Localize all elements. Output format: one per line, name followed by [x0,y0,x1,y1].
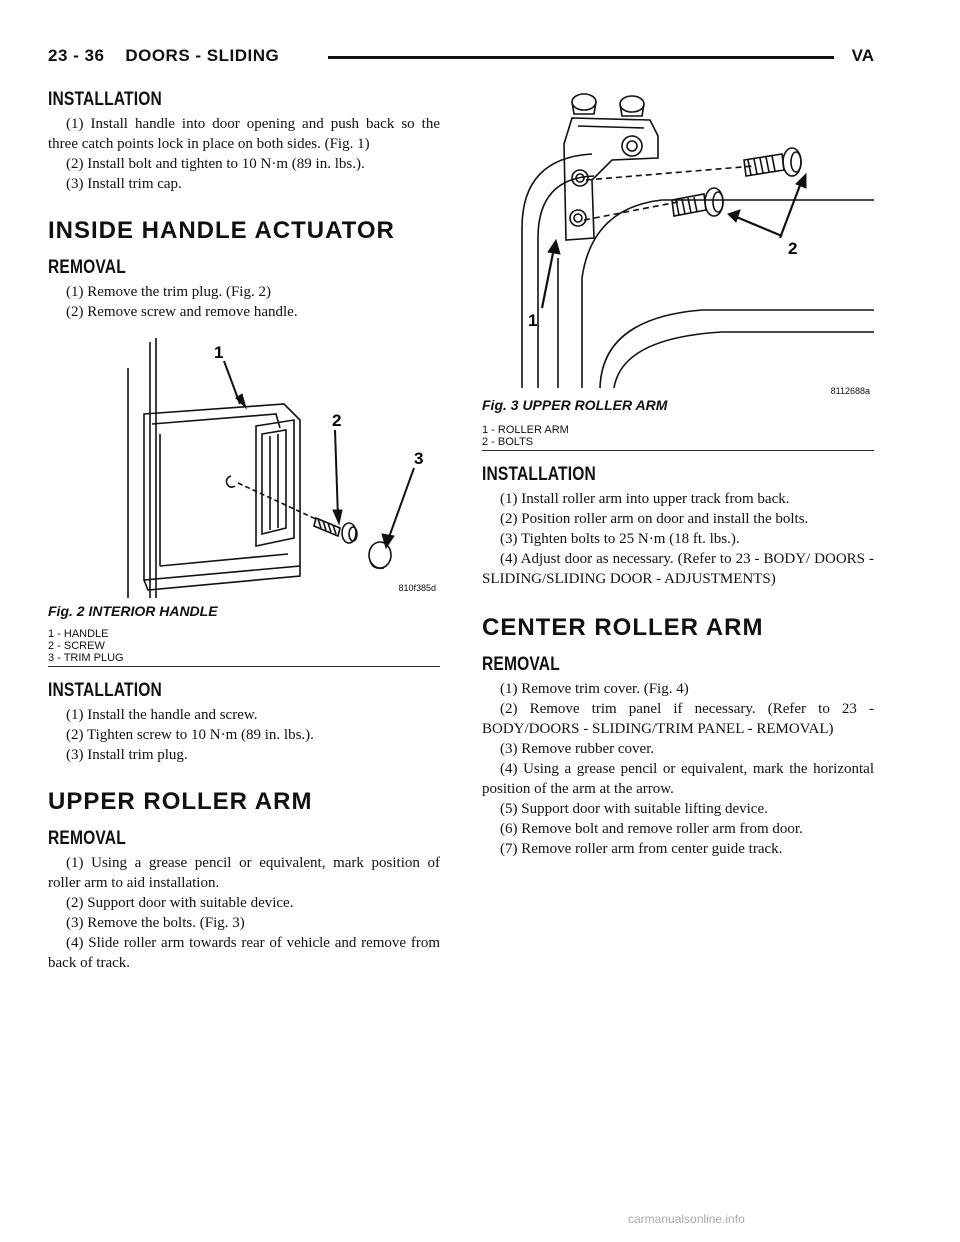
callout-1: 1 [214,343,224,362]
step: (2) Position roller arm on door and install the bolts. [500,511,809,527]
legend-item: 2 - BOLTS [482,436,534,448]
callout-2: 2 [788,239,798,258]
installation-3-steps [482,489,874,589]
header-rule [328,56,834,59]
right-column [482,88,874,859]
legend-item: 1 - ROLLER ARM [482,424,569,436]
legend-item: 3 - TRIM PLUG [48,652,124,664]
step: (1) Remove trim cover. (Fig. 4) [500,681,689,697]
step: (4) Using a grease pencil or equivalent, mark the horizontal position of the arm at the arrow. [482,761,874,797]
left-column [48,88,440,973]
step: (3) Tighten bolts to 25 N·m (18 ft. lbs.). [500,531,740,547]
figure-3-caption: Fig. 3 UPPER ROLLER ARM [482,397,668,413]
figure-3-art-code: 8112688a [830,386,870,396]
callout-1: 1 [528,311,538,330]
section-title-inside-handle: INSIDE HANDLE ACTUATOR [48,217,395,244]
step: (7) Remove roller arm from center guide track. [500,841,783,857]
callout-2: 2 [332,411,342,430]
page-header [48,44,874,74]
step: (4) Adjust door as necessary. (Refer to 23 - BODY/ DOORS - SLIDING/SLIDING DOOR - ADJUSTMENTS) [482,551,874,587]
heading-installation-3: INSTALLATION [482,464,596,485]
step: (1) Install handle into door opening and push back so the three catch points lock in place on both sides. (Fig. 1) [48,116,440,152]
step: (3) Remove rubber cover. [500,741,655,757]
step: (3) Remove the bolts. (Fig. 3) [66,915,245,931]
legend-item: 2 - SCREW [48,640,105,652]
callout-3: 3 [414,449,424,468]
step: (1) Using a grease pencil or equivalent, mark position of roller arm to aid installation. [48,855,440,891]
installation-1-steps [48,114,440,194]
heading-removal-1: REMOVAL [48,257,126,278]
heading-installation-1: INSTALLATION [48,89,162,110]
step: (2) Tighten screw to 10 N·m (89 in. lbs.). [66,727,314,743]
step: (2) Install bolt and tighten to 10 N·m (89 in. lbs.). [66,156,365,172]
removal-2-steps [48,853,440,973]
step: (2) Remove trim panel if necessary. (Refer to 23 - BODY/DOORS - SLIDING/TRIM PANEL - REMOVAL) [482,701,874,737]
step: (4) Slide roller arm towards rear of vehicle and remove from back of track. [48,935,440,971]
installation-2-steps [48,705,440,765]
upper-roller-arm-illustration [482,88,874,394]
legend-item: 1 - HANDLE [48,628,109,640]
step: (1) Remove the trim plug. (Fig. 2) [66,284,271,300]
figure-2-interior-handle [48,328,440,667]
heading-removal-2: REMOVAL [48,828,126,849]
step: (1) Install the handle and screw. [66,707,258,723]
step: (1) Install roller arm into upper track from back. [500,491,790,507]
section-title-upper-roller-arm: UPPER ROLLER ARM [48,788,313,815]
removal-1-steps [48,282,440,322]
step: (5) Support door with suitable lifting device. [500,801,768,817]
figure-3-upper-roller-arm [482,88,874,451]
interior-handle-illustration [48,328,440,598]
watermark: carmanualsonline.info [628,1212,745,1226]
step: (3) Install trim plug. [66,747,188,763]
figure-2-legend [48,628,440,666]
figure-2-art-code: 810f385d [398,583,436,593]
step: (2) Remove screw and remove handle. [66,304,298,320]
heading-installation-2: INSTALLATION [48,680,162,701]
step: (3) Install trim cap. [66,176,182,192]
removal-3-steps [482,679,874,859]
page-number-section: 23 - 36 DOORS - SLIDING [48,46,287,66]
step: (2) Support door with suitable device. [66,895,294,911]
step: (6) Remove bolt and remove roller arm from door. [500,821,803,837]
figure-3-legend [482,424,874,450]
section-title-center-roller-arm: CENTER ROLLER ARM [482,614,764,641]
manual-code: VA [844,46,874,66]
heading-removal-3: REMOVAL [482,654,560,675]
figure-2-caption: Fig. 2 INTERIOR HANDLE [48,603,218,619]
